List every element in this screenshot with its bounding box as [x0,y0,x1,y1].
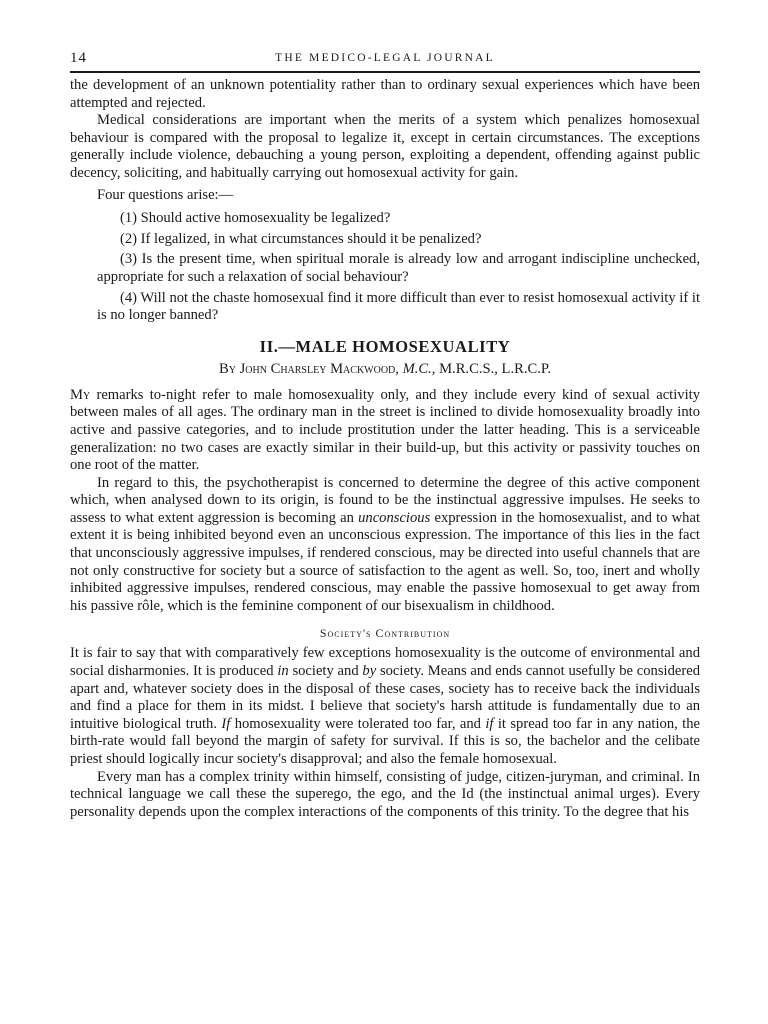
question-3: (3) Is the present time, when spiritual morale is already low and arrogant indiscipline unchecked, appropriate for such a relaxation of social behaviour? [97,251,700,285]
body-paragraph-2-text-a: In regard to this, the psychotherapist is concerned to determine the degree of this active component which, when analysed down to its origin, is found to be the instinctual aggressive impulses. He seeks to assess to what extent aggression is becoming an [70,474,700,526]
question-4: (4) Will not the chaste homosexual find it more difficult than ever to resist homosexual activity if it is no longer banned? [97,289,700,324]
section-title: II.—MALE HOMOSEXUALITY [259,336,511,356]
subsection-paragraph-1-text-d: homosexuality were tolerated too far, and [230,715,486,732]
question-1: (1) Should active homosexuality be legalized? [120,210,391,227]
emphasis-if-2: if [485,715,494,732]
emphasis-in: in [277,663,289,680]
question-2: (2) If legalized, in what circumstances should it be penalized? [120,230,482,247]
byline-mc: M.C., [402,360,436,377]
emphasis-unconscious: unconscious [358,509,431,526]
subsection-paragraph-1-text-c: society. Means and ends cannot usefully be considered apart and, whatever society does in the disposal of these cases, society has to receive back the individuals and find a place for them in its midst. I believe that society's harsh attitude is fundamentally due to an intuitive biological truth. [70,663,700,732]
subsection-paragraph-2: Every man has a complex trinity within himself, consisting of judge, citizen-juryman, and criminal. In technical language we call these the superego, the ego, and the Id (the instinctual animal urges). Every personality depends upon the complex interactions of the components of this trinity. To the degree that his [70,768,700,820]
lead-word: My [70,386,91,403]
page-number: 14 [70,50,87,66]
byline-author: By John Charsley Mackwood, [218,360,399,377]
subsection-title: Society's Contribution [319,626,451,641]
header-rule [70,71,700,73]
journal-page [70,50,700,821]
intro-paragraph-medical: Medical considerations are important when the merits of a system which penalizes homosexual behaviour is compared with the proposal to legalize it, except in certain circumstances. The exceptions generally include violence, debauching a young person, exploiting a dependent, offending against public decency, soliciting, and habitually carrying out homosexual activity for gain. [70,112,700,181]
subsection-paragraph-1-text-e: it spread too far in any nation, the birth-rate would fall beyond the margin of safety for survival. If this is so, the bachelor and the celibate priest should logically incur society's disapproval; and also the female homosexual. [70,715,700,767]
body-paragraph-2 [70,475,700,616]
intro-questions-lead: Four questions arise:— [97,186,234,203]
subsection-paragraph-1-text-b: society and [288,663,363,680]
body-paragraph-2-text-b: expression in the homosexualist, and to what extent it is being inhibited beyond even an unconscious expression. The importance of this lies in the fact that unconsciously aggressive impulses, if rendered conscious, may be directed into useful channels that are not only constructive for society but a source of satisfaction to the agent as well. So, too, inert and wholly inhibited aggressive impulses, rendered conscious, may enable the passive homosexual to get away from his passive rôle, which is the feminine component of our bisexualism in childhood. [70,509,700,614]
subsection-paragraph-1 [70,645,700,768]
byline-qualifications: M.R.C.S., L.R.C.P. [439,360,552,377]
intro-paragraph-continued: the development of an unknown potentiality rather than to ordinary sexual experiences which have been attempted and rejected. [70,77,700,111]
running-title: THE MEDICO-LEGAL JOURNAL [275,52,495,64]
subsection-paragraph-1-text-a: It is fair to say that with comparatively few exceptions homosexuality is the outcome of environmental and social disharmonies. It is produced [70,645,700,680]
author-byline [70,360,700,378]
body-paragraph-1-text: remarks to-night refer to male homosexuality only, and they include every kind of sexual activity between males of all ages. The ordinary man in the street is inclined to divide homosexuality broadly into active and passive categories, and to include prostitution under the latter heading. This is a serviceable generalization: no two cases are exactly similar in their build-up, but this activity or passivity touches on one root of the matter. [70,386,700,474]
body-paragraph-1 [70,387,700,475]
page-header [70,50,700,68]
emphasis-by: by [362,663,377,680]
emphasis-if-1: If [221,715,231,732]
